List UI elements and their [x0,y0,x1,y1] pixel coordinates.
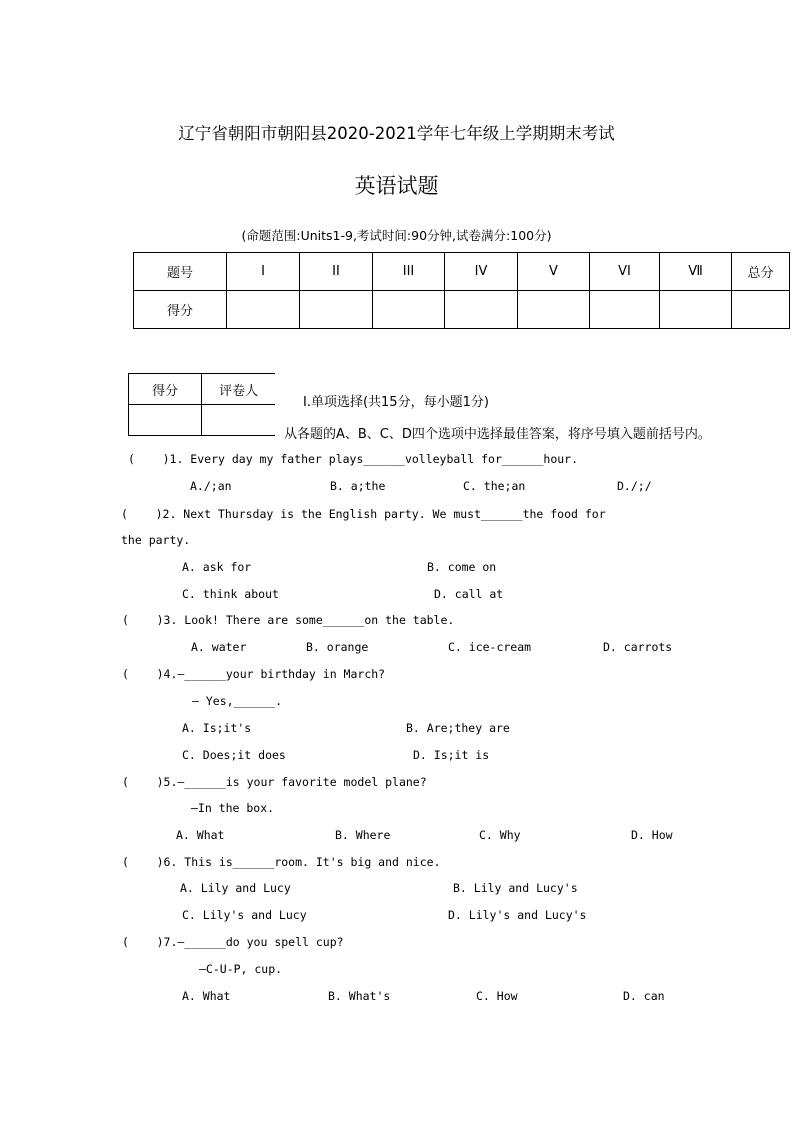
section-title: Ⅰ.单项选择(共15分，每小题1分) [303,395,489,410]
option-b[interactable]: B. come on [427,560,497,574]
score-table-header-row [134,253,790,291]
question-stem: ( )2. Next Thursday is the English party. We must______the food for [121,507,606,521]
option-d[interactable]: D. call at [434,587,504,601]
grader-table [128,373,275,436]
option-d[interactable]: D. carrots [603,640,673,654]
option-d[interactable]: D. can [623,989,665,1003]
option-d[interactable]: D./;/ [617,479,652,493]
option-b[interactable]: B. Lily and Lucy's [453,881,578,895]
option-a[interactable]: A. Lily and Lucy [180,881,291,895]
grader-name-cell[interactable] [202,405,275,436]
question-stem-continued: the party. [121,533,191,547]
score-row-label: 得分 [134,291,227,329]
score-cell: Ⅶ [660,253,732,291]
option-c[interactable]: C. think about [182,587,279,601]
score-input-cell[interactable] [373,291,445,329]
score-cell: IV [445,253,518,291]
grader-score-cell[interactable] [129,405,202,436]
score-input-cell[interactable] [518,291,590,329]
score-cell: I [227,253,300,291]
option-b[interactable]: B. Are;they are [406,721,510,735]
score-table-score-row [134,291,790,329]
score-table [133,252,790,329]
question-stem-continued: —In the box. [191,801,275,815]
option-c[interactable]: C. How [476,989,518,1003]
option-d[interactable]: D. Is;it is [413,748,490,762]
score-input-cell[interactable] [227,291,300,329]
option-a[interactable]: A. water [191,640,247,654]
exam-scope: (命题范围:Units1-9,考试时间:90分钟,试卷满分:100分) [241,228,552,243]
question-stem: ( )1. Every day my father plays______volleyball for______hour. [128,452,579,466]
option-a[interactable]: A. What [176,828,225,842]
question-stem-continued: —C-U-P, cup. [199,962,283,976]
option-d[interactable]: D. Lily's and Lucy's [448,908,587,922]
option-c[interactable]: C. Does;it does [182,748,286,762]
score-input-cell[interactable] [445,291,518,329]
question-stem-continued: — Yes,______. [192,694,283,708]
question-stem: ( )5.—______is your favorite model plane? [122,775,427,789]
option-c[interactable]: C. Lily's and Lucy [182,908,307,922]
option-a[interactable]: A. Is;it's [182,721,252,735]
option-c[interactable]: C. Why [479,828,521,842]
option-b[interactable]: B. a;the [330,479,386,493]
score-cell: III [373,253,445,291]
option-b[interactable]: B. Where [335,828,391,842]
section-instruction: 从各题的A、B、C、D四个选项中选择最佳答案，将序号填入题前括号内。 [284,427,711,442]
score-cell: VI [590,253,660,291]
option-b[interactable]: B. What's [328,989,391,1003]
option-c[interactable]: C. the;an [463,479,526,493]
score-cell: II [300,253,373,291]
exam-title: 辽宁省朝阳市朝阳县2020-2021学年七年级上学期期末考试 [178,124,615,143]
score-input-cell[interactable] [590,291,660,329]
option-c[interactable]: C. ice-cream [448,640,532,654]
grader-score-label: 得分 [129,374,202,405]
option-a[interactable]: A./;an [190,479,232,493]
option-d[interactable]: D. How [631,828,673,842]
option-a[interactable]: A. What [182,989,231,1003]
score-input-cell[interactable] [732,291,790,329]
score-input-cell[interactable] [660,291,732,329]
question-stem: ( )7.—______do you spell cup? [122,935,344,949]
question-stem: ( )3. Look! There are some______on the table. [122,613,455,627]
option-b[interactable]: B. orange [306,640,369,654]
question-stem: ( )6. This is______room. It's big and nice. [122,855,441,869]
option-a[interactable]: A. ask for [182,560,252,574]
score-input-cell[interactable] [300,291,373,329]
exam-subtitle: 英语试题 [354,174,439,198]
score-cell: 总分 [732,253,790,291]
score-cell: V [518,253,590,291]
score-cell: 题号 [134,253,227,291]
grader-name-label: 评卷人 [202,374,275,405]
question-stem: ( )4.—______your birthday in March? [122,667,386,681]
